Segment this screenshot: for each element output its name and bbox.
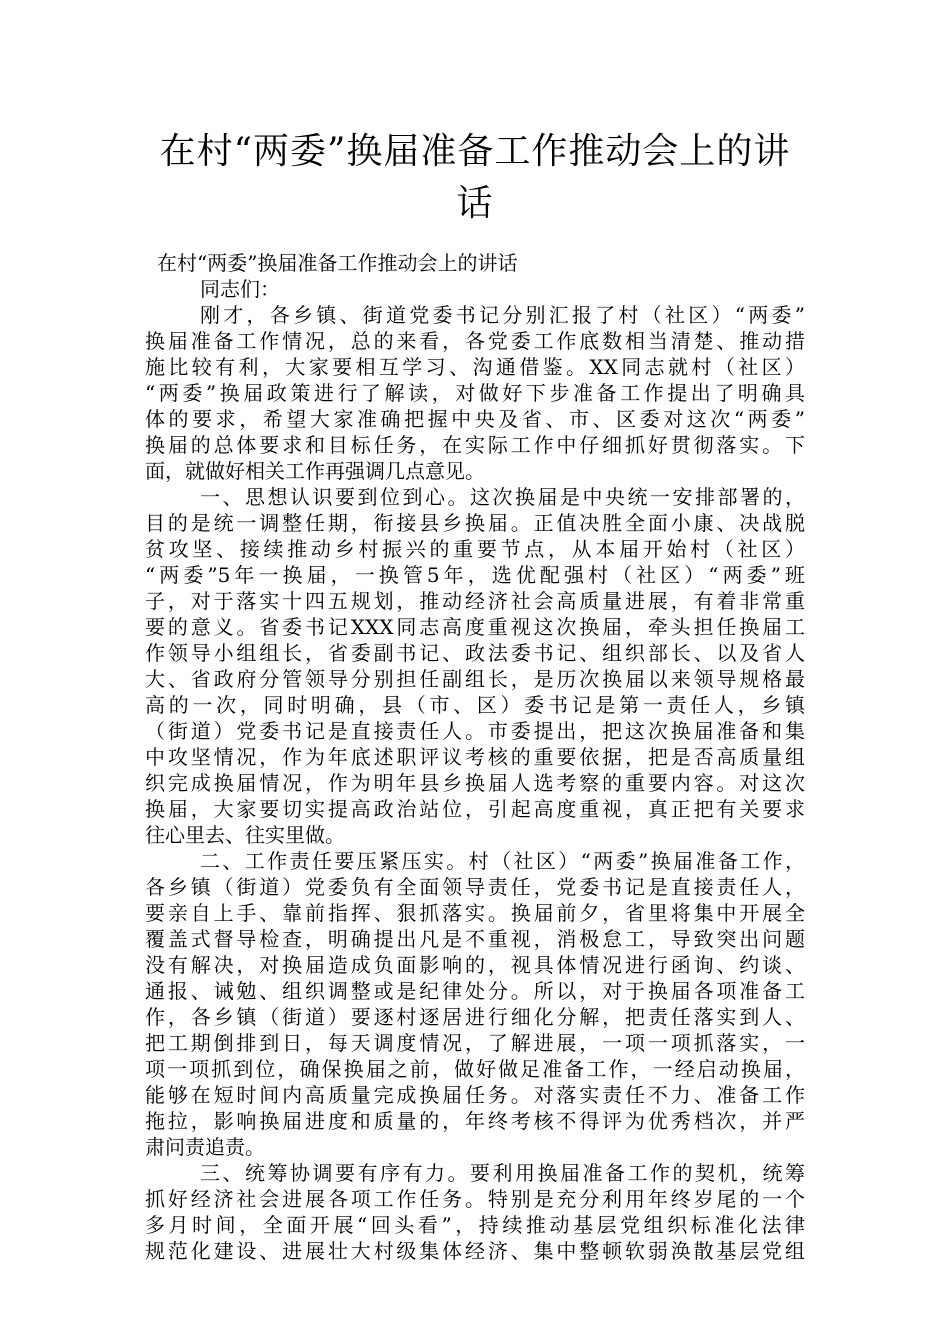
paragraph-line: 子，对于落实十四五规划，推动经济社会高质量进展，有着非常重 xyxy=(145,589,805,613)
paragraph-line: “两委”换届政策进行了解读，对做好下步准备工作提出了明确具 xyxy=(145,381,805,405)
paragraph-line: 抓好经济社会进展各项工作任务。特别是充分利用年终岁尾的一个 xyxy=(145,1187,805,1211)
paragraph-line: 要亲自上手、靠前指挥、狠抓落实。换届前夕，省里将集中开展全 xyxy=(145,901,805,925)
paragraph xyxy=(145,1160,805,1264)
paragraph xyxy=(145,484,805,848)
document-title xyxy=(140,126,810,230)
paragraph-line: 三、统筹协调要有序有力。要利用换届准备工作的契机，统筹 xyxy=(200,1161,805,1185)
paragraph xyxy=(145,848,805,1160)
paragraph-line: 中攻坚情况，作为年底述职评议考核的重要依据，把是否高质量组 xyxy=(145,745,805,769)
paragraph-line: 体的要求，希望大家准确把握中央及省、市、区委对这次“两委” xyxy=(145,407,805,431)
paragraph-line: 能够在短时间内高质量完成换届任务。对落实责任不力、准备工作 xyxy=(145,1083,805,1107)
paragraph-line: 各乡镇（街道）党委负有全面领导责任，党委书记是直接责任人， xyxy=(145,875,805,899)
paragraph-line: 一、思想认识要到位到心。这次换届是中央统一安排部署的， xyxy=(200,485,805,509)
paragraph-line: 织完成换届情况，作为明年县乡换届人选考察的重要内容。对这次 xyxy=(145,771,805,795)
paragraph-line: 往心里去、往实里做。 xyxy=(145,823,345,847)
paragraph-line: 规范化建设、进展壮大村级集体经济、集中整顿软弱涣散基层党组 xyxy=(145,1239,805,1263)
paragraph-line: 覆盖式督导检查，明确提出凡是不重视，消极怠工，导致突出问题 xyxy=(145,927,805,951)
title-line-2: 话 xyxy=(456,183,494,224)
paragraph-line: 没有解决，对换届造成负面影响的，视具体情况进行函询、约谈、 xyxy=(145,953,805,977)
paragraph-line: 施比较有利，大家要相互学习、沟通借鉴。XX同志就村（社区） xyxy=(145,355,805,379)
paragraph-line: 高的一次，同时明确，县（市、区）委书记是第一责任人，乡镇 xyxy=(145,693,805,717)
salutation: 同志们： xyxy=(200,277,280,301)
paragraph-line: 肃问责追责。 xyxy=(145,1135,265,1159)
paragraph-line: 换届准备工作情况，总的来看，各党委工作底数相当清楚、推动措 xyxy=(145,329,805,353)
paragraph-line: 要的意义。省委书记XXX同志高度重视这次换届，牵头担任换届工 xyxy=(145,615,805,639)
document-body xyxy=(145,250,805,1264)
paragraph-line: 二、工作责任要压紧压实。村（社区）“两委”换届准备工作， xyxy=(200,849,805,873)
paragraph-line: 多月时间，全面开展“回头看”，持续推动基层党组织标准化法律 xyxy=(145,1213,805,1237)
title-line-1: 在村“两委”换届准备工作推动会上的讲 xyxy=(159,131,791,172)
paragraph-line: 大、省政府分管领导分别担任副组长，是历次换届以来领导规格最 xyxy=(145,667,805,691)
paragraph-line: 作，各乡镇（街道）要逐村逐居进行细化分解，把责任落实到人、 xyxy=(145,1005,805,1029)
paragraph-line: 项一项抓到位，确保换届之前，做好做足准备工作，一经启动换届， xyxy=(145,1057,805,1081)
paragraph-line: 作领导小组组长，省委副书记、政法委书记、组织部长、以及省人 xyxy=(145,641,805,665)
paragraph-line: 目的是统一调整任期，衔接县乡换届。正值决胜全面小康、决战脱 xyxy=(145,511,805,535)
paragraph-line: “两委”5年一换届，一换管5年，选优配强村（社区）“两委”班 xyxy=(145,563,805,587)
paragraph-line: 拖拉，影响换届进度和质量的，年终考核不得评为优秀档次，并严 xyxy=(145,1109,805,1133)
paragraph xyxy=(145,302,805,484)
paragraph-line: 贫攻坚、接续推动乡村振兴的重要节点，从本届开始村（社区） xyxy=(145,537,805,561)
paragraph-line: 面，就做好相关工作再强调几点意见。 xyxy=(145,459,485,483)
paragraph-line: 换届，大家要切实提高政治站位，引起高度重视，真正把有关要求 xyxy=(145,797,805,821)
paragraph-line: 把工期倒排到日，每天调度情况，了解进展，一项一项抓落实，一 xyxy=(145,1031,805,1055)
paragraph-line: 刚才，各乡镇、街道党委书记分别汇报了村（社区）“两委” xyxy=(200,303,805,327)
paragraph-line: 通报、诫勉、组织调整或是纪律处分。所以，对于换届各项准备工 xyxy=(145,979,805,1003)
paragraph-line: （街道）党委书记是直接责任人。市委提出，把这次换届准备和集 xyxy=(145,719,805,743)
paragraph-line: 换届的总体要求和目标任务，在实际工作中仔细抓好贯彻落实。下 xyxy=(145,433,805,457)
document-subtitle: 在村“两委”换届准备工作推动会上的讲话 xyxy=(157,251,518,275)
